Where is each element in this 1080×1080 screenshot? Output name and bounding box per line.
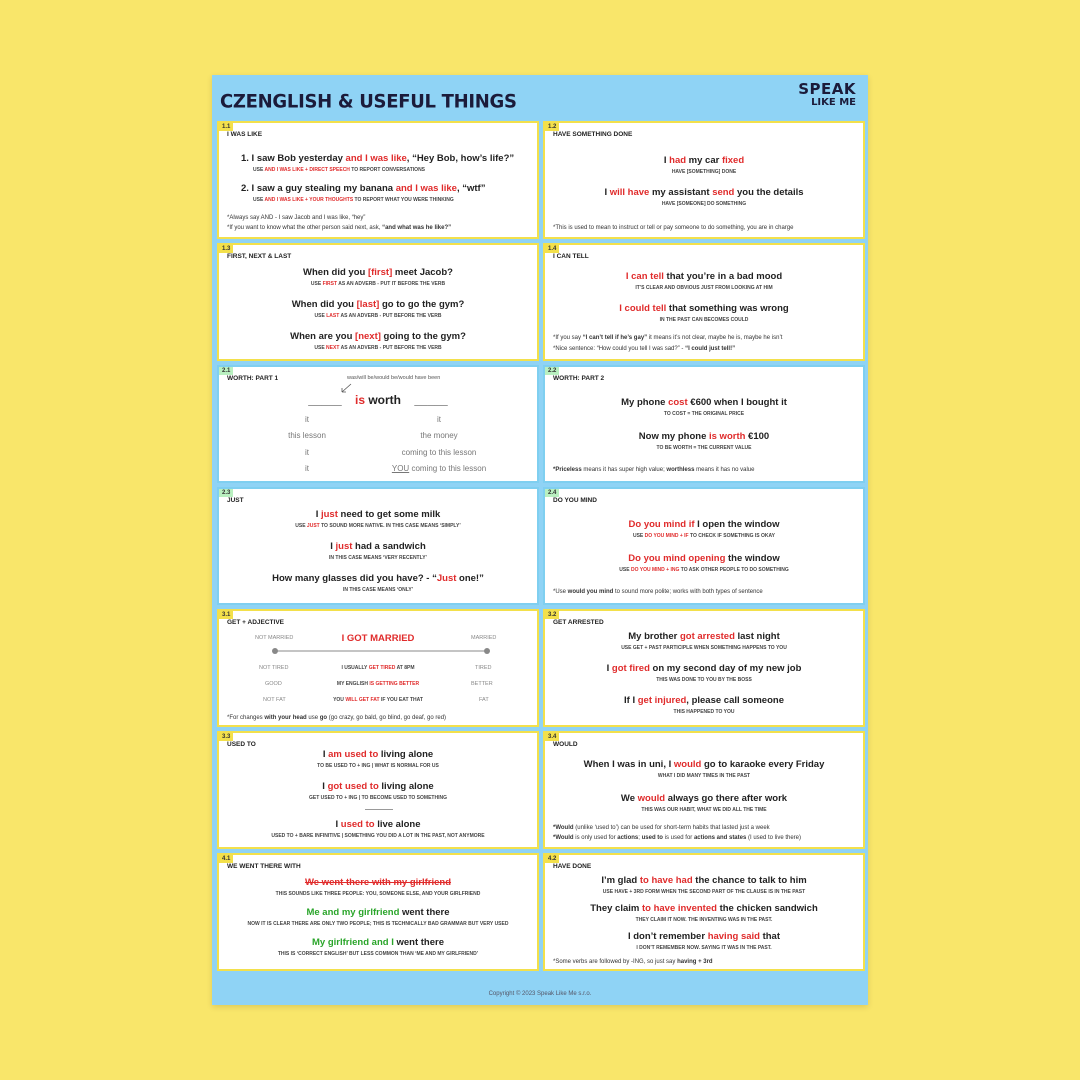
card-worth-part-2: 2.2 WORTH: PART 2 My phone cost €600 when I bought it TO COST = THE ORIGINAL PRICE Now my phone is worth €100 TO BE WORTH = THE CURRENT VALUE *Priceless means it has super high value; worthless means it has no value	[543, 365, 865, 483]
card-title: WE WENT THERE WITH	[227, 863, 301, 870]
explanation-2: USE DO YOU MIND + ING TO ASK OTHER PEOPLE TO DO SOMETHING	[619, 567, 789, 573]
explanation-3: USED TO + BARE INFINITIVE | SOMETHING YOU DID A LOT IN THE PAST, NOT ANYMORE	[271, 833, 485, 839]
example-3: When are you [next] going to the gym?	[290, 331, 466, 342]
example-got-married: I GOT MARRIED	[341, 633, 415, 644]
note-1: *Would (unlike ‘used to’) can be used for short-term habits that lasted just a week	[553, 825, 770, 831]
note-1: *Priceless means it has super high value; worthless means it has no value	[553, 467, 755, 473]
example-1: My brother got arrested last night	[628, 631, 780, 642]
example-1: I just need to get some milk	[315, 509, 441, 520]
subject-3: it	[305, 448, 309, 457]
explanation-2: THIS WAS DONE TO YOU BY THE BOSS	[656, 677, 752, 683]
card-title: WOULD	[553, 741, 578, 748]
card-i-was-like: 1.1 I WAS LIKE 1. I saw Bob yesterday and I was like, “Hey Bob, how’s life?” USE AND I WAS LIKE + DIRECT SPEECH TO REPORT CONVERSATIONS 2. I saw a guy stealing my banana and I was like, “wtf” USE AND I WAS LIKE + YOUR THOUGHTS TO REPORT WHAT YOU WERE THINKING *Always say AND - I saw Jacob and I was like, “hey” *If you want to know what the other person said next, ask, “and what was he like?”	[217, 121, 539, 239]
explanation-3: THIS IS ‘CORRECT ENGLISH’ BUT LESS COMMON THAN ‘ME AND MY GIRLFRIEND’	[277, 951, 479, 957]
explanation-2: USE LAST AS AN ADVERB - PUT BEFORE THE VERB	[314, 313, 442, 319]
example-2: They claim to have invented the chicken sandwich	[590, 903, 818, 914]
example-1: I am used to living alone	[322, 749, 434, 760]
card-title: JUST	[227, 497, 244, 504]
card-title: DO YOU MIND	[553, 497, 597, 504]
explanation-1: TO COST = THE ORIGINAL PRICE	[663, 411, 745, 417]
explanation-3: IN THIS CASE MEANS ‘ONLY’	[342, 587, 414, 593]
example-2: We would always go there after work	[620, 793, 788, 804]
note-1: *Always say AND - I saw Jacob and I was like, “hey”	[227, 215, 366, 221]
explanation-2: USE AND I WAS LIKE + YOUR THOUGHTS TO REPORT WHAT YOU WERE THINKING	[253, 197, 454, 203]
subject-2: this lesson	[288, 431, 326, 440]
card-title: GET ARRESTED	[553, 619, 604, 626]
tense-options: was/will be/would be/would have been	[347, 375, 441, 381]
card-title: GET + ADJECTIVE	[227, 619, 285, 626]
card-get-adjective: 3.1 GET + ADJECTIVE NOT MARRIED I GOT MARRIED MARRIED NOT TIRED I USUALLY GET TIRED AT 8PM TIRED GOOD MY ENGLISH IS GETTING BETTER BETTER NOT FAT YOU WILL GET FAT IF YOU EAT THAT FAT *For changes with your head use go (go crazy, go bald, go blind, go deaf, go red)	[217, 609, 539, 727]
object-2: the money	[420, 431, 458, 440]
explanation-2: GET USED TO + ING | TO BECOME USED TO SOMETHING	[309, 795, 447, 801]
card-title: WORTH: PART 1	[227, 375, 279, 382]
card-title: HAVE SOMETHING DONE	[553, 131, 633, 138]
speak-like-me-logo: SPEAK LIKE ME	[798, 80, 856, 108]
row-1-center: I USUALLY GET TIRED AT 8PM	[341, 665, 415, 671]
card-title: I CAN TELL	[553, 253, 589, 260]
example-1: I had my car fixed	[663, 155, 745, 166]
example-3: How many glasses did you have? - “Just one!”	[272, 573, 484, 584]
explanation-2: NOW IT IS CLEAR THERE ARE ONLY TWO PEOPLE; THIS IS TECHNICALLY BAD GRAMMAR BUT VERY USED	[247, 921, 509, 927]
poster-sheet	[212, 75, 868, 1005]
example-2: I could tell that something was wrong	[619, 303, 789, 314]
example-2: Now my phone is worth €100	[638, 431, 770, 442]
note-1: *For changes with your head use go (go crazy, go bald, go blind, go deaf, go red)	[227, 715, 447, 721]
label-married: MARRIED	[471, 635, 497, 641]
note-1: *If you say “I can’t tell if he’s gay” it means it’s not clear, maybe he is, maybe he isn’t	[553, 335, 783, 341]
row-3-center: YOU WILL GET FAT IF YOU EAT THAT	[333, 697, 423, 703]
example-1: I can tell that you’re in a bad mood	[625, 271, 783, 282]
card-get-arrested: 3.2 GET ARRESTED My brother got arrested last night USE GET + PAST PARTICIPLE WHEN SOMETHING HAPPENS TO YOU I got fired on my second day of my new job THIS WAS DONE TO YOU BY THE BOSS If I get injured, please call someone THIS HAPPENED TO YOU	[543, 609, 865, 727]
note-2: *Nice sentence: “How could you tell I was sad?” - “I could just tell!”	[553, 346, 736, 352]
row-2-left: GOOD	[265, 681, 282, 687]
example-2: Me and my girlfriend went there	[306, 907, 450, 918]
example-1: I’m glad to have had the chance to talk to him	[601, 875, 807, 886]
example-2: 2. I saw a guy stealing my banana and I was like, “wtf”	[241, 183, 486, 194]
explanation-1: USE AND I WAS LIKE + DIRECT SPEECH TO REPORT CONVERSATIONS	[253, 167, 426, 173]
explanation-1: USE HAVE + 3RD FORM WHEN THE SECOND PART OF THE CLAUSE IS IN THE PAST	[602, 889, 806, 895]
explanation-2: TO BE WORTH = THE CURRENT VALUE	[656, 445, 752, 451]
row-1-right: TIRED	[475, 665, 492, 671]
row-2-center: MY ENGLISH IS GETTING BETTER	[336, 681, 420, 687]
example-1: Do you mind if I open the window	[628, 519, 780, 530]
note-1: *This is used to mean to instruct or tell or pay someone to do something, you are in charge	[553, 225, 794, 231]
explanation-1: USE GET + PAST PARTICIPLE WHEN SOMETHING HAPPENS TO YOU	[621, 645, 787, 651]
explanation-2: IN THIS CASE MEANS ‘VERY RECENTLY’	[329, 555, 427, 561]
explanation-1: TO BE USED TO + ING | WHAT IS NORMAL FOR US	[317, 763, 439, 769]
object-1: it	[437, 415, 441, 424]
explanation-1: WHAT I DID MANY TIMES IN THE PAST	[657, 773, 751, 779]
explanation-3: USE NEXT AS AN ADVERB - PUT BEFORE THE VERB	[314, 345, 442, 351]
label-not-married: NOT MARRIED	[255, 635, 294, 641]
card-just: 2.3 JUST I just need to get some milk USE JUST TO SOUND MORE NATIVE. IN THIS CASE MEANS ‘SIMPLY’ I just had a sandwich IN THIS CASE MEANS ‘VERY RECENTLY’ How many glasses did you have? - “Just one!” IN THIS CASE MEANS ‘ONLY’	[217, 487, 539, 605]
explanation-1: HAVE [SOMETHING] DONE	[671, 169, 737, 175]
card-title: FIRST, NEXT & LAST	[227, 253, 292, 260]
card-have-something-done: 1.2 HAVE SOMETHING DONE I had my car fixed HAVE [SOMETHING] DONE I will have my assistant send you the details HAVE [SOMEONE] DO SOMETHING *This is used to mean to instruct or tell or pay someone to do something, you are in charge	[543, 121, 865, 239]
note-2: *Would is only used for actions; used to is used for actions and states (I used to live there)	[553, 835, 802, 841]
example-1: When did you [first] meet Jacob?	[303, 267, 453, 278]
explanation-1: USE DO YOU MIND + IF TO CHECK IF SOMETHING IS OKAY	[632, 533, 776, 539]
card-we-went-there-with: 4.1 WE WENT THERE WITH We went there with my girlfriend THIS SOUNDS LIKE THREE PEOPLE: YOU, SOMEONE ELSE, AND YOUR GIRLFRIEND Me and my girlfriend went there NOW IT IS CLEAR THERE ARE ONLY TWO PEOPLE; THIS IS TECHNICALLY BAD GRAMMAR BUT VERY USED My girlfriend and I went there THIS IS ‘CORRECT ENGLISH’ BUT LESS COMMON THAN ‘ME AND MY GIRLFRIEND’	[217, 853, 539, 971]
example-1: 1. I saw Bob yesterday and I was like, “Hey Bob, how’s life?”	[241, 153, 515, 164]
example-3: I don’t remember having said that	[627, 931, 781, 942]
poster-title: CZENGLISH & USEFUL THINGS	[220, 90, 517, 113]
row-3-left: NOT FAT	[263, 697, 286, 703]
card-used-to: 3.3 USED TO I am used to living alone TO BE USED TO + ING | WHAT IS NORMAL FOR US I got used to living alone GET USED TO + ING | TO BECOME USED TO SOMETHING I used to live alone USED TO + BARE INFINITIVE | SOMETHING YOU DID A LOT IN THE PAST, NOT ANYMORE	[217, 731, 539, 849]
divider	[365, 809, 393, 810]
explanation-3: I DON’T REMEMBER NOW. SAYING IT WAS IN THE PAST.	[636, 945, 772, 951]
explanation-1: IT’S CLEAR AND OBVIOUS JUST FROM LOOKING AT HIM	[635, 285, 773, 291]
example-2: I got used to living alone	[322, 781, 434, 792]
note-2: *If you want to know what the other person said next, ask, “and what was he like?”	[227, 225, 452, 231]
example-1-incorrect: We went there with my girlfriend	[304, 877, 452, 888]
card-title: HAVE DONE	[553, 863, 592, 870]
explanation-1: THIS SOUNDS LIKE THREE PEOPLE: YOU, SOMEONE ELSE, AND YOUR GIRLFRIEND	[275, 891, 481, 897]
card-would: 3.4 WOULD When I was in uni, I would go to karaoke every Friday WHAT I DID MANY TIMES IN THE PAST We would always go there after work THIS WAS OUR HABIT, WHAT WE DID ALL THE TIME *Would (unlike ‘used to’) can be used for short-term habits that lasted just a week *Would is only used for actions; used to is used for actions and states (I used to live there)	[543, 731, 865, 849]
row-2-right: BETTER	[471, 681, 493, 687]
note-1: *Some verbs are followed by -ING, so just say having + 3rd	[553, 959, 713, 965]
object-4: YOU coming to this lesson	[391, 464, 487, 473]
example-3: My girlfriend and I went there	[312, 937, 444, 948]
example-1: My phone cost €600 when I bought it	[621, 397, 787, 408]
card-have-done: 4.2 HAVE DONE I’m glad to have had the chance to talk to him USE HAVE + 3RD FORM WHEN THE SECOND PART OF THE CLAUSE IS IN THE PAST They claim to have invented the chicken sandwich THEY CLAIM IT NOW. THE INVENTING WAS IN THE PAST. I don’t remember having said that I DON’T REMEMBER NOW. SAYING IT WAS IN THE PAST. *Some verbs are followed by -ING, so just say having + 3rd	[543, 853, 865, 971]
card-first-next-last: 1.3 FIRST, NEXT & LAST When did you [first] meet Jacob? USE FIRST AS AN ADVERB - PUT IT BEFORE THE VERB When did you [last] go to go the gym? USE LAST AS AN ADVERB - PUT BEFORE THE VERB When are you [next] going to the gym? USE NEXT AS AN ADVERB - PUT BEFORE THE VERB	[217, 243, 539, 361]
example-2: Do you mind opening the window	[628, 553, 780, 564]
example-2: I just had a sandwich	[330, 541, 426, 552]
row-3-right: FAT	[479, 697, 489, 703]
row-1-left: NOT TIRED	[259, 665, 289, 671]
object-3: coming to this lesson	[401, 448, 477, 457]
example-2: I got fired on my second day of my new job	[606, 663, 802, 674]
example-2: I will have my assistant send you the details	[604, 187, 804, 198]
note-1: *Use would you mind to sound more polite; works with both types of sentence	[553, 589, 763, 595]
explanation-1: USE JUST TO SOUND MORE NATIVE. IN THIS CASE MEANS ‘SIMPLY’	[295, 523, 461, 529]
explanation-1: USE FIRST AS AN ADVERB - PUT IT BEFORE THE VERB	[310, 281, 446, 287]
explanation-2: IN THE PAST CAN BECOMES COULD	[659, 317, 749, 323]
subject-1: it	[305, 415, 309, 424]
worth-formula: _____ is worth _____	[308, 393, 448, 407]
subject-4: it	[305, 464, 309, 473]
explanation-2: HAVE [SOMEONE] DO SOMETHING	[661, 201, 747, 207]
explanation-2: THEY CLAIM IT NOW. THE INVENTING WAS IN THE PAST.	[635, 917, 773, 923]
copyright-notice: Copyright © 2023 Speak Like Me s.r.o.	[488, 991, 592, 997]
example-1: When I was in uni, I would go to karaoke every Friday	[583, 759, 825, 770]
card-do-you-mind: 2.4 DO YOU MIND Do you mind if I open the window USE DO YOU MIND + IF TO CHECK IF SOMETHING IS OKAY Do you mind opening the window USE DO YOU MIND + ING TO ASK OTHER PEOPLE TO DO SOMETHING *Use would you mind to sound more polite; works with both types of sentence	[543, 487, 865, 605]
card-title: I WAS LIKE	[227, 131, 263, 138]
card-i-can-tell: 1.4 I CAN TELL I can tell that you’re in a bad mood IT’S CLEAR AND OBVIOUS JUST FROM LOOKING AT HIM I could tell that something was wrong IN THE PAST CAN BECOMES COULD *If you say “I can’t tell if he’s gay” it means it’s not clear, maybe he is, maybe he isn’t *Nice sentence: “How could you tell I was sad?” - “I could just tell!”	[543, 243, 865, 361]
example-3: I used to live alone	[335, 819, 421, 830]
explanation-2: THIS WAS OUR HABIT, WHAT WE DID ALL THE TIME	[641, 807, 767, 813]
example-3: If I get injured, please call someone	[624, 695, 784, 706]
card-title: WORTH: PART 2	[553, 375, 605, 382]
progression-line	[271, 647, 491, 655]
explanation-3: THIS HAPPENED TO YOU	[673, 709, 735, 715]
card-title: USED TO	[227, 741, 256, 748]
card-worth-part-1: 2.1 WORTH: PART 1 was/will be/would be/would have been _____ is worth _____ it it this lesson the money it coming to this lesson it YOU coming to this lesson	[217, 365, 539, 483]
example-2: When did you [last] go to go the gym?	[291, 299, 465, 310]
